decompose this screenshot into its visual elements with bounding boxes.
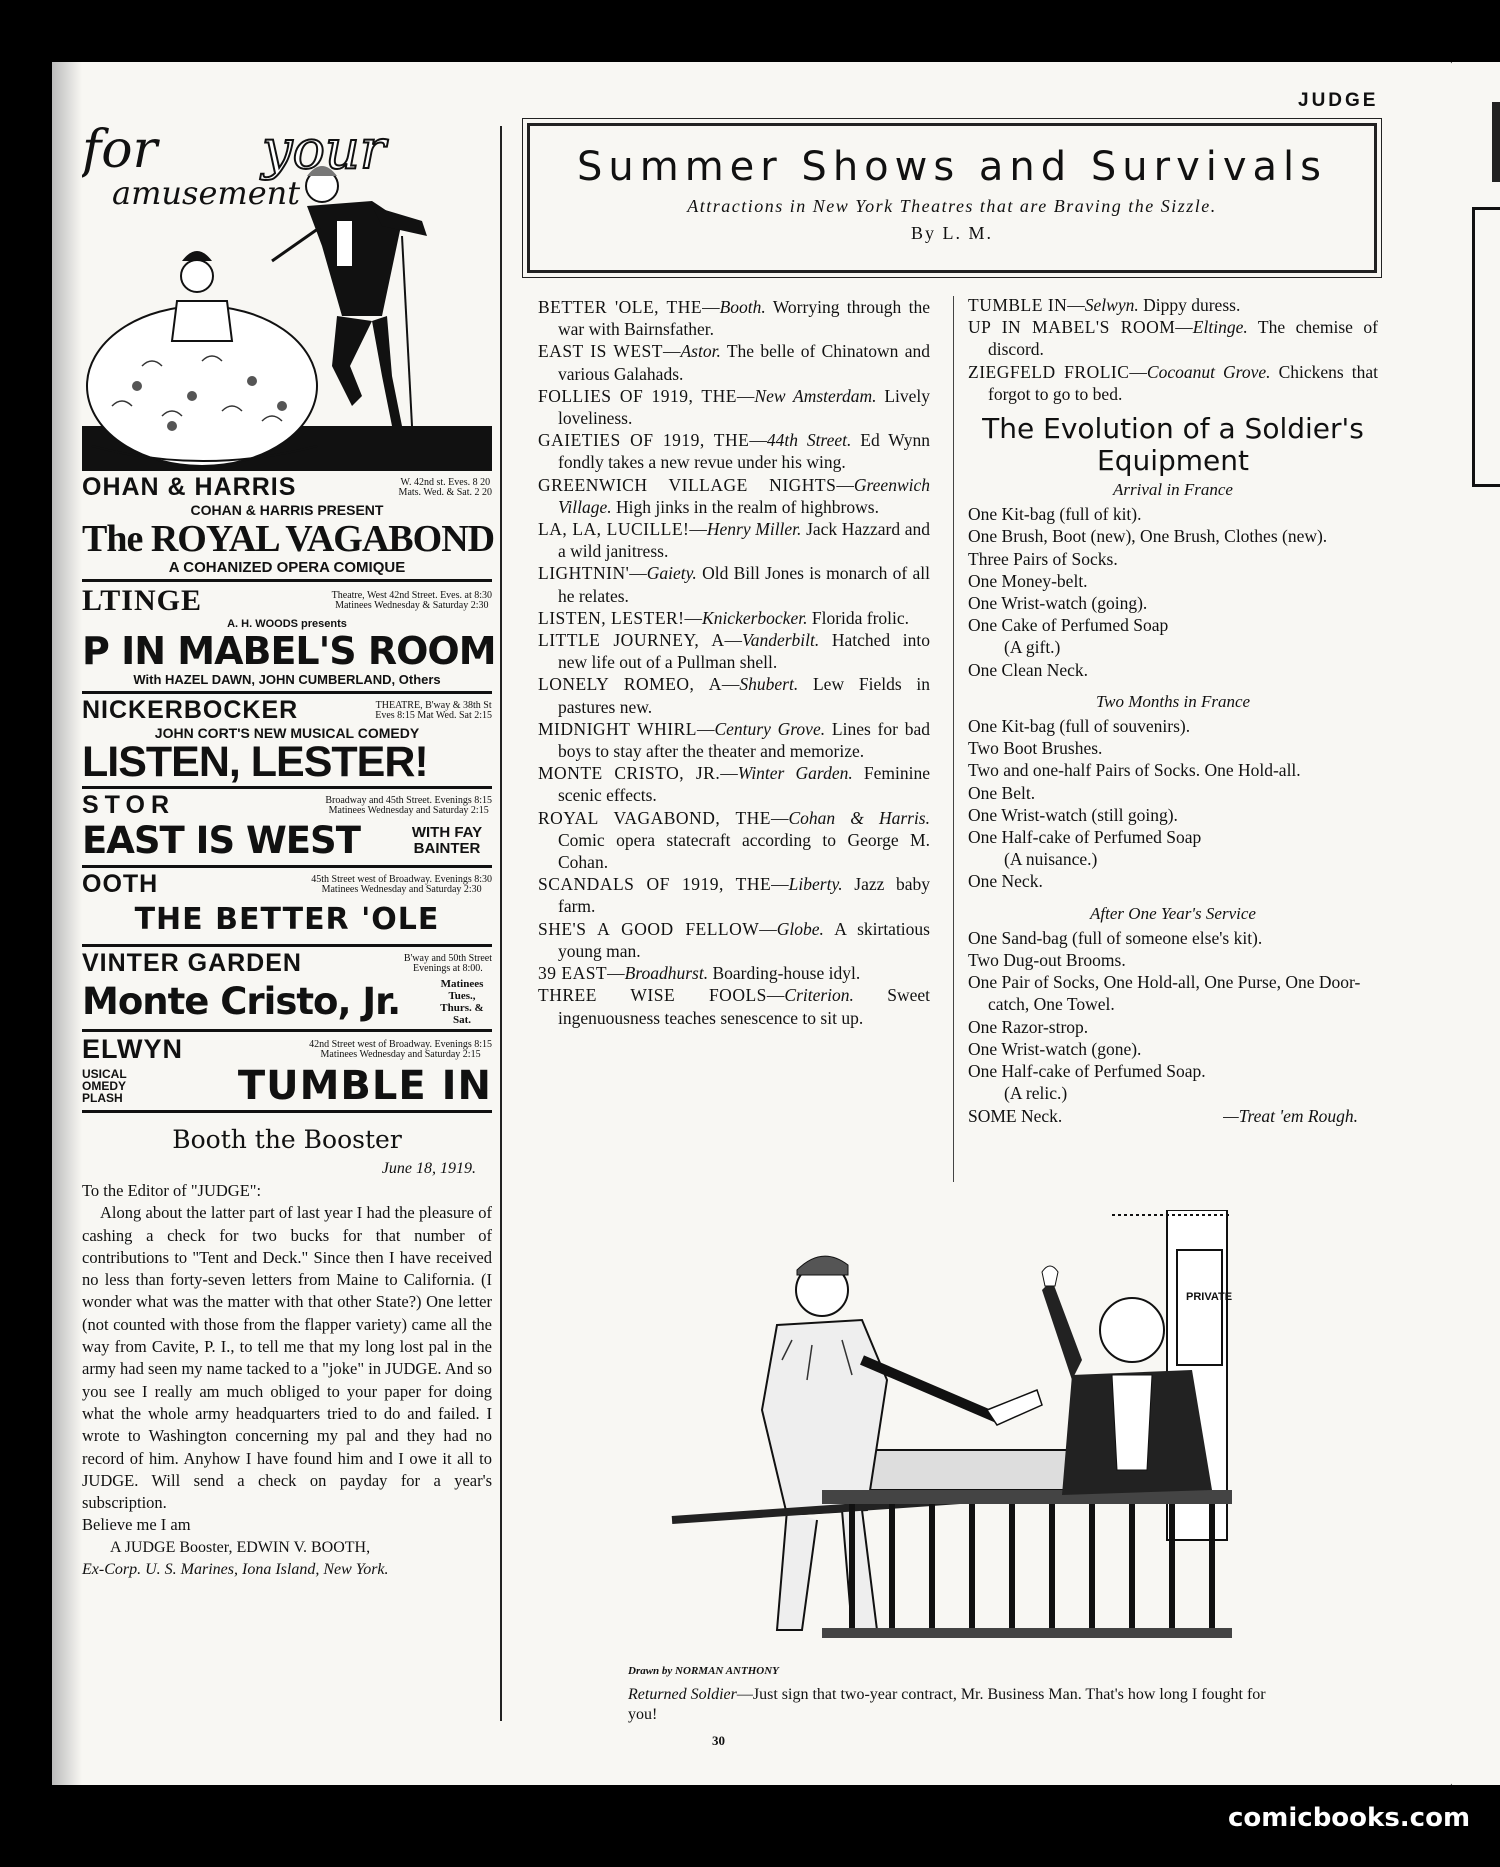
equipment-item: One Cake of Perfumed Soap bbox=[968, 615, 1169, 636]
page-number: 30 bbox=[712, 1733, 725, 1748]
door-sign-text: PRIVATE bbox=[1186, 1291, 1232, 1303]
ad-word-amusement: amusement bbox=[112, 174, 301, 212]
equipment-item: One Wrist-watch (gone). bbox=[968, 1038, 1142, 1059]
theater-times: 45th Street west of Broadway. Evenings 8:30 bbox=[311, 873, 492, 885]
show-genre: USICAL OMEDY PLASH bbox=[82, 1067, 127, 1105]
evolution-section-heading: Arrival in France bbox=[1113, 480, 1233, 500]
article-title-box bbox=[527, 123, 1377, 273]
theater-times: B'way and 50th Street bbox=[403, 952, 492, 964]
theater-name: OOTH bbox=[82, 870, 159, 898]
show-entry: GREENWICH VILLAGE NIGHTS—Greenwich Village. High jinks in the realm of highbrows. bbox=[538, 474, 930, 517]
article-title: Summer Shows and Survivals bbox=[576, 144, 1327, 190]
equipment-item-note: (A gift.) bbox=[1004, 637, 1061, 658]
theater-times: Matinees Wednesday & Saturday 2:30 bbox=[335, 600, 489, 611]
equipment-item: Three Pairs of Socks. bbox=[968, 548, 1118, 569]
shows-list-column-2 bbox=[968, 294, 1378, 1127]
cartoon-credit: Drawn by NORMAN ANTHONY bbox=[628, 1665, 779, 1677]
soldier-businessman-drawing bbox=[612, 1210, 1232, 1660]
show-title: TUMBLE IN bbox=[237, 1063, 492, 1109]
equipment-item: One Belt. bbox=[968, 782, 1036, 803]
booth-signature: A JUDGE Booster, EDWIN V. BOOTH, bbox=[110, 1538, 371, 1556]
show-tagline: A COHANIZED OPERA COMIQUE bbox=[168, 559, 406, 576]
booth-letter-title: Booth the Booster bbox=[172, 1125, 402, 1154]
theater-ads-column bbox=[82, 126, 496, 1581]
equipment-item: One Kit-bag (full of kit). bbox=[968, 504, 1142, 525]
theater-times: Evenings at 8:00. bbox=[413, 962, 483, 974]
show-title: LISTEN, LESTER! bbox=[82, 738, 428, 786]
equipment-item-note: (A relic.) bbox=[1004, 1083, 1068, 1104]
article-subtitle: Attractions in New York Theatres that are Braving the Sizzle. bbox=[687, 196, 1217, 216]
next-page-edge bbox=[1452, 62, 1500, 1785]
caption-speaker: Returned Soldier bbox=[628, 1686, 737, 1703]
show-title: EAST IS WEST bbox=[82, 819, 360, 862]
theater-name: OHAN & HARRIS bbox=[82, 473, 297, 501]
equipment-item: One Brush, Boot (new), One Brush, Clothes (new). bbox=[968, 526, 1328, 547]
equipment-item: Two and one-half Pairs of Socks. One Hold-all. bbox=[968, 760, 1301, 781]
theater-times: W. 42nd st. Eves. 8 20 bbox=[400, 476, 491, 488]
show-entry: SCANDALS OF 1919, THE—Liberty. Jazz baby farm. bbox=[538, 874, 931, 917]
booth-closing: Believe me I am bbox=[82, 1515, 191, 1535]
theater-times: Broadway and 45th Street. Evenings 8:15 bbox=[325, 794, 492, 806]
equipment-item: One Wrist-watch (still going). bbox=[968, 804, 1178, 825]
show-entry: 39 EAST—Broadhurst. Boarding-house idyl. bbox=[538, 963, 861, 984]
equipment-item: Two Dug-out Brooms. bbox=[968, 950, 1126, 971]
show-entry: ZIEGFELD FROLIC—Cocoanut Grove. Chickens that forgot to go to bed. bbox=[968, 361, 1379, 404]
next-page-box bbox=[1472, 207, 1500, 487]
equipment-item: One Half-cake of Perfumed Soap. bbox=[968, 1061, 1206, 1082]
show-cast: With HAZEL DAWN, JOHN CUMBERLAND, Others bbox=[133, 672, 441, 687]
show-title: THE BETTER 'OLE bbox=[134, 902, 440, 937]
show-entry: LIGHTNIN'—Gaiety. Old Bill Jones is monarch of all he relates. bbox=[538, 563, 930, 606]
show-entry: LA, LA, LUCILLE!—Henry Miller. Jack Hazzard and a wild janitress. bbox=[538, 519, 930, 562]
evolution-section-heading: After One Year's Service bbox=[1090, 903, 1256, 923]
show-entry: FOLLIES OF 1919, THE—New Amsterdam. Lively loveliness. bbox=[538, 385, 930, 429]
page-gutter-shadow bbox=[52, 62, 82, 1785]
theater-times: Matinees Wednesday and Saturday 2:15 bbox=[320, 1048, 481, 1060]
theater-presents: JOHN CORT'S NEW MUSICAL COMEDY bbox=[154, 725, 420, 741]
equipment-item: One Clean Neck. bbox=[968, 659, 1089, 680]
show-entry: ROYAL VAGABOND, THE—Cohan & Harris. Comic opera statecraft according to George M. Cohan. bbox=[538, 807, 930, 873]
ad-word-for: for bbox=[82, 126, 158, 180]
theater-times: Mats. Wed. & Sat. 2 20 bbox=[398, 486, 492, 498]
booth-letter-date: June 18, 1919. bbox=[381, 1160, 476, 1177]
booth-paragraph: Along about the latter part of last year I had the pleasure of cashing a check for two bucks for that number of contributions to "Tent and Deck." Since then I have received no less than forty-seven letters from Maine to California. (I wonder what was the matter with that other State?) One letter (not counted with those from the flapper variety) came all the way from Cavite, P. I., to tell me that my long lost pal in the army had seen my name tacked to a "joke" in JUDGE. And so you see I really am much obliged to your paper for doing what the whole army headquarters tried to do and failed. I wrote to Washington concerning my pal and they had no record of him. Anyhow I have found him and I owe it all to JUDGE. Will send a check on payday for a year's subscription. bbox=[82, 1203, 492, 1513]
show-entry: TUMBLE IN—Selwyn. Dippy duress. bbox=[968, 295, 1241, 315]
shows-list-column-1 bbox=[538, 296, 930, 1029]
evolution-last-line bbox=[968, 1105, 1378, 1127]
show-title: P IN MABEL'S ROOM bbox=[82, 629, 496, 673]
show-entry: EAST IS WEST—Astor. The belle of Chinatown and various Galahads. bbox=[538, 341, 931, 384]
equipment-item: One Wrist-watch (going). bbox=[968, 593, 1148, 614]
show-entry: MONTE CRISTO, JR.—Winter Garden. Feminine scenic effects. bbox=[538, 763, 931, 806]
site-watermark: comicbooks.com bbox=[1228, 1803, 1471, 1833]
theater-ad-knickerbocker bbox=[82, 694, 492, 789]
show-entry: SHE'S A GOOD FELLOW—Globe. A skirtatious young man. bbox=[538, 918, 930, 961]
theater-ad-eltinge bbox=[82, 582, 496, 694]
evolution-title: The Evolution of a Soldier's Equipment bbox=[982, 412, 1364, 478]
show-entry: BETTER 'OLE, THE—Booth. Worrying through the war with Bairnsfather. bbox=[538, 297, 930, 340]
show-entry: LISTEN, LESTER!—Knickerbocker. Florida frolic. bbox=[538, 607, 910, 628]
theater-times: Theatre, West 42nd Street. Eves. at 8:30 bbox=[331, 590, 492, 601]
evolution-attribution: —Treat 'em Rough. bbox=[1223, 1105, 1358, 1126]
show-matinees: Matinees Tues., Thurs. & Sat. bbox=[440, 978, 484, 1026]
booth-letter-body bbox=[82, 1180, 492, 1537]
evolution-section-heading: Two Months in France bbox=[1095, 691, 1251, 711]
theater-ad-astor bbox=[82, 789, 492, 868]
theater-times: Eves 8:15 Mat Wed. Sat 2:15 bbox=[375, 709, 492, 721]
theater-name: LTINGE bbox=[82, 584, 202, 617]
theater-name: ELWYN bbox=[82, 1034, 184, 1064]
show-title: Monte Cristo, Jr. bbox=[82, 980, 401, 1023]
show-title: The ROYAL VAGABOND bbox=[82, 518, 495, 560]
equipment-item: SOME Neck. bbox=[968, 1105, 1063, 1126]
theater-name: STOR bbox=[82, 791, 175, 819]
ad-word-your: your bbox=[262, 126, 386, 181]
equipment-item: One Neck. bbox=[968, 871, 1043, 892]
theater-presents: COHAN & HARRIS PRESENT bbox=[190, 502, 384, 518]
column-divider bbox=[500, 126, 502, 1721]
equipment-item: One Money-belt. bbox=[968, 570, 1088, 591]
show-entry: THREE WISE FOOLS—Criterion. Sweet ingenuousness teaches senescence to sit up. bbox=[538, 985, 931, 1028]
equipment-item-note: (A nuisance.) bbox=[1004, 849, 1098, 870]
article-byline: By L. M. bbox=[910, 223, 993, 243]
column-divider-inner bbox=[953, 296, 954, 1182]
cartoon-illustration bbox=[612, 1210, 1232, 1680]
theater-ad-winter-garden bbox=[82, 947, 492, 1032]
equipment-item: One Kit-bag (full of souvenirs). bbox=[968, 716, 1191, 737]
booth-salutation: To the Editor of "JUDGE": bbox=[82, 1181, 262, 1200]
theater-times: Matinees Wednesday and Saturday 2:15 bbox=[328, 804, 489, 816]
theater-name: NICKERBOCKER bbox=[82, 696, 299, 724]
for-your-amusement-illustration bbox=[82, 126, 492, 471]
theater-times: THEATRE, B'way & 38th St bbox=[375, 699, 492, 711]
show-entry: MIDNIGHT WHIRL—Century Grove. Lines for bad boys to stay after the theater and memorize. bbox=[538, 718, 931, 762]
running-head: JUDGE bbox=[1298, 90, 1379, 111]
show-cast: WITH FAY BAINTER bbox=[411, 824, 483, 857]
show-entry: LITTLE JOURNEY, A—Vanderbilt. Hatched into new life out of a Pullman shell. bbox=[538, 630, 930, 673]
theater-presents: A. H. WOODS presents bbox=[227, 618, 347, 630]
equipment-item: One Pair of Socks, One Hold-all, One Purse, One Door-catch, One Towel. bbox=[968, 972, 1361, 1015]
booth-signature-title: Ex-Corp. U. S. Marines, Iona Island, New York. bbox=[82, 1560, 389, 1578]
show-entry: UP IN MABEL'S ROOM—Eltinge. The chemise of discord. bbox=[968, 317, 1378, 360]
equipment-item: One Half-cake of Perfumed Soap bbox=[968, 827, 1202, 848]
show-entry: LONELY ROMEO, A—Shubert. Lew Fields in pastures new. bbox=[538, 674, 931, 717]
equipment-item: One Razor-strop. bbox=[968, 1016, 1089, 1037]
show-entry: GAIETIES OF 1919, THE—44th Street. Ed Wynn fondly takes a new revue under his wing. bbox=[538, 430, 930, 473]
theater-times: 42nd Street west of Broadway. Evenings 8:15 bbox=[309, 1038, 492, 1050]
cartoon-caption bbox=[628, 1685, 1278, 1725]
theater-ad-cohan-harris bbox=[82, 471, 495, 582]
caption-text: —Just sign that two-year contract, Mr. Business Man. That's how long I fought for you! bbox=[628, 1686, 1266, 1723]
theater-times: Matinees Wednesday and Saturday 2:30 bbox=[321, 883, 482, 895]
equipment-item: One Sand-bag (full of someone else's kit). bbox=[968, 927, 1263, 948]
theater-ad-booth bbox=[82, 868, 492, 947]
equipment-item: Two Boot Brushes. bbox=[968, 738, 1103, 759]
theater-ad-selwyn bbox=[82, 1032, 492, 1113]
next-page-bar bbox=[1492, 102, 1500, 182]
theater-name: VINTER GARDEN bbox=[82, 949, 302, 977]
